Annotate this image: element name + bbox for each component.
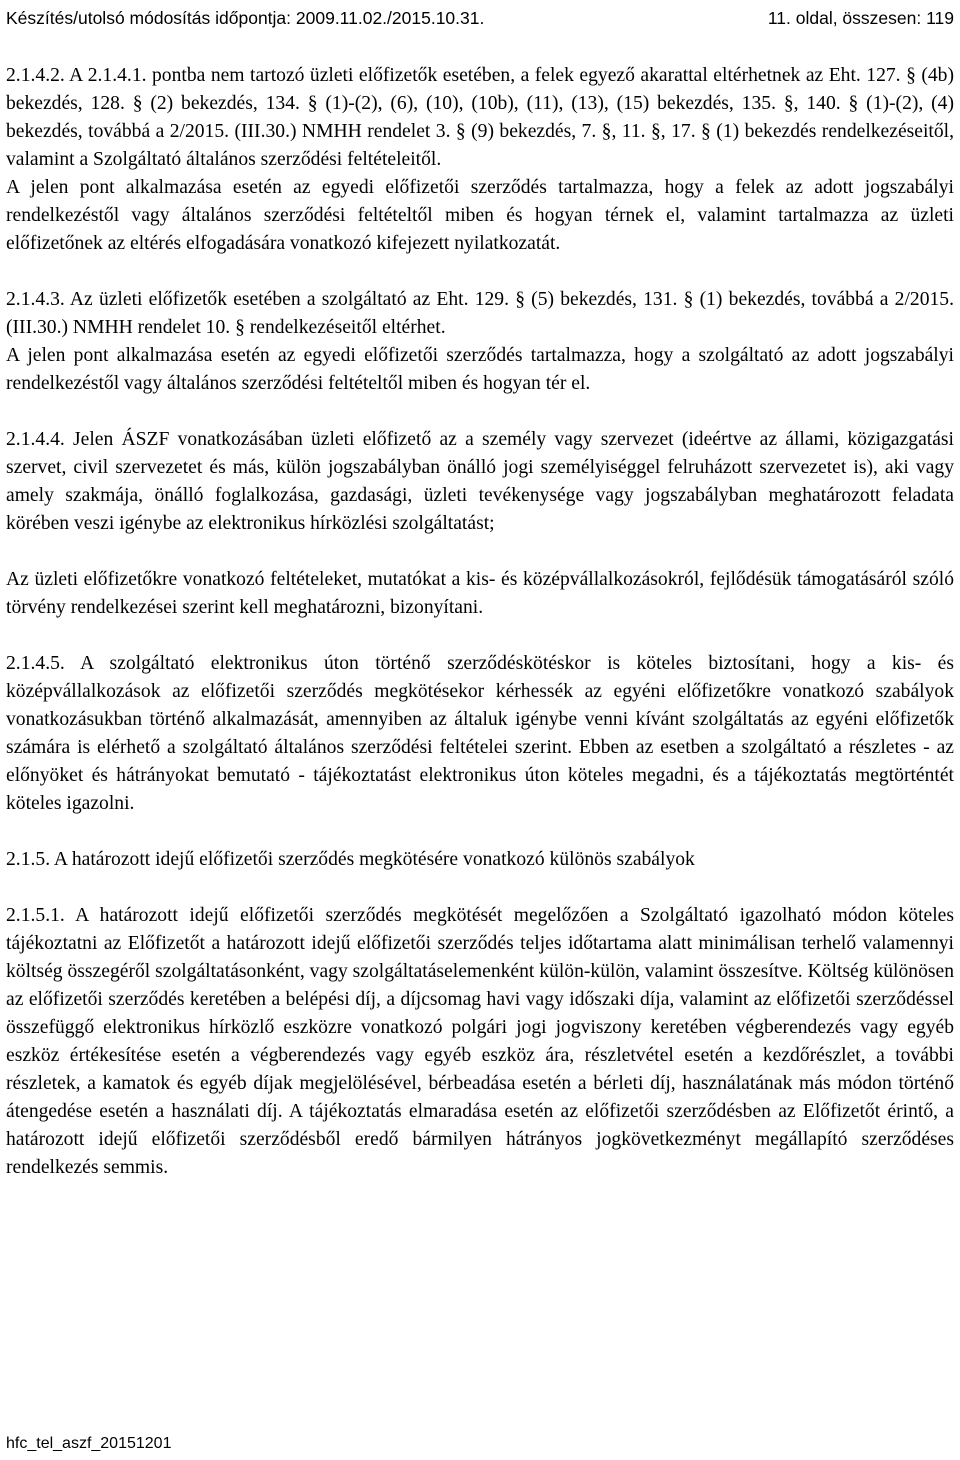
paragraph-2-1-4-3-application: A jelen pont alkalmazása esetén az egyedi előfizetői szerződés tartalmazza, hogy a szolgáltató az adott jogszabályi rendelkezéstől vagy általános szerződési feltételtől miben és hogyan tér el. xyxy=(6,345,954,394)
document-body xyxy=(6,62,954,1182)
header-page-number: 11. oldal, összesen: 119 xyxy=(767,8,954,28)
footer-document-id: hfc_tel_aszf_20151201 xyxy=(6,1435,172,1452)
paragraph-2-1-4-5: 2.1.4.5. A szolgáltató elektronikus úton történő szerződéskötéskor is köteles biztosítani, hogy a kis- és középvállalkozások az előfizetői szerződés megkötésekor kérhessék az egyéni előfizetőkre vonatkozó szabályok vonatkozásukban történő alkalmazását, amennyiben az általuk igénybe venni kívánt szolgáltatás az egyéni előfizetők számára is elérhető a szolgáltató általános szerződési feltételei szerint. Ebben az esetben a szolgáltató a részletes - az előnyöket és hátrányokat bemutató - tájékoztatást elektronikus úton köteles megadni, és a tájékoztatás megtörténtét köteles igazolni. xyxy=(6,653,954,814)
paragraph-2-1-4-4: 2.1.4.4. Jelen ÁSZF vonatkozásában üzleti előfizető az a személy vagy szervezet (ideértve az állami, közigazgatási szervet, civil szervezetet és más, külön jogszabályban önálló jogi személyiséggel felruházott szervezetet is), aki vagy amely szakmája, önálló foglalkozása, gazdasági, üzleti tevékenysége vagy jogszabályban meghatározott feladata körében veszi igénybe az elektronikus hírközlési szolgáltatást; xyxy=(6,429,954,534)
paragraph-2-1-4-3: 2.1.4.3. Az üzleti előfizetők esetében a szolgáltató az Eht. 129. § (5) bekezdés, 131. § (1) bekezdés, továbbá a 2/2015. (III.30.) NMHH rendelet 10. § rendelkezéseitől eltérhet. xyxy=(6,289,954,338)
header-date: Készítés/utolsó módosítás időpontja: 2009.11.02./2015.10.31. xyxy=(6,8,485,28)
section-heading-2-1-5: 2.1.5. A határozott idejű előfizetői szerződés megkötésére vonatkozó különös szabályok xyxy=(6,849,695,870)
paragraph-2-1-4-2: 2.1.4.2. A 2.1.4.1. pontba nem tartozó üzleti előfizetők esetében, a felek egyező akarattal eltérhetnek az Eht. 127. § (4b) bekezdés, 128. § (2) bekezdés, 134. § (1)-(2), (6), (10), (10b), (11), (13), (15) bekezdés, 135. §, 140. § (1)-(2), (4) bekezdés, továbbá a 2/2015. (III.30.) NMHH rendelet 3. § (9) bekezdés, 7. §, 11. §, 17. § (1) bekezdés rendelkezéseitől, valamint a Szolgáltató általános szerződési feltételeitől. xyxy=(6,65,954,170)
page-header xyxy=(6,5,954,31)
page-footer xyxy=(6,1432,171,1456)
paragraph-2-1-5-1: 2.1.5.1. A határozott idejű előfizetői szerződés megkötését megelőzően a Szolgáltató igazolható módon köteles tájékoztatni az Előfizetőt a határozott idejű előfizetői szerződés teljes időtartama alatt minimálisan terhelő valamennyi költség összegéről szolgáltatásonként, vagy szolgáltatáselemenként külön-külön, valamint összesítve. Költség különösen az előfizetői szerződés keretében a belépési díj, a díjcsomag havi vagy időszaki díja, valamint az előfizetői szerződéssel összefüggő elektronikus hírközlő eszközre vonatkozó polgári jogi jogviszony keretében végberendezés vagy egyéb eszköz értékesítése esetén a végberendezés vagy egyéb eszköz ára, részletvétel esetén a kezdőrészlet, a további részletek, a kamatok és egyéb díjak megjelölésével, bérbeadása esetén a bérleti díj, használatának más módon történő átengedése esetén a használati díj. A tájékoztatás elmaradása esetén az előfizetői szerződésben az Előfizetőt érintő, a határozott idejű előfizetői szerződésből eredő bármilyen hátrányos jogkövetkezményt megállapító szerződéses rendelkezés semmis. xyxy=(6,905,954,1178)
paragraph-2-1-4-2-application: A jelen pont alkalmazása esetén az egyedi előfizetői szerződés tartalmazza, hogy a felek az adott jogszabályi rendelkezéstől vagy általános szerződési feltételtől miben és hogyan térnek el, valamint tartalmazza az üzleti előfizetőnek az eltérés elfogadására vonatkozó kifejezett nyilatkozatát. xyxy=(6,177,954,254)
paragraph-business-subscriber-conditions: Az üzleti előfizetőkre vonatkozó feltételeket, mutatókat a kis- és középvállalkozásokról, fejlődésük támogatásáról szóló törvény rendelkezései szerint kell meghatározni, bizonyítani. xyxy=(6,569,954,618)
